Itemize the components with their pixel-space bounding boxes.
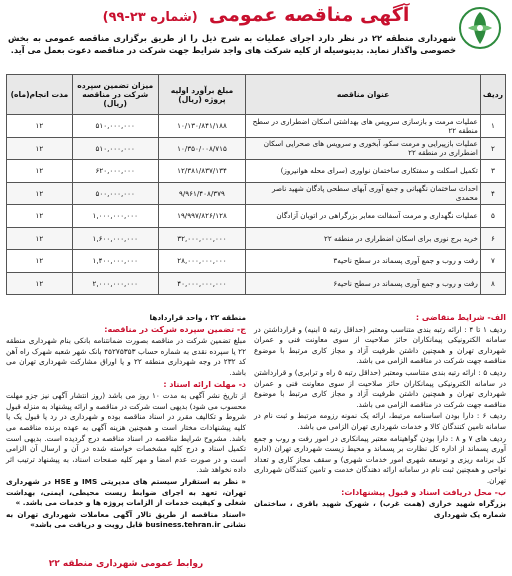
row-estimate: ۲۸,۰۰۰,۰۰۰,۰۰۰ [158,250,246,273]
portal-notice: «اسناد مناقصه از طریق تالار آگهی معاملات شهرداری تهران به نشانی business.tehran.ir قابل رویت و دریافت می باشد» [6,509,246,530]
public-relations-signature: روابط عمومی شهرداری منطقه ۲۲ [48,559,204,570]
header-estimate: مبلغ برآورد اولیه پروژه (ریال) [158,75,246,115]
row-duration: ۱۲ [7,115,73,138]
row-duration: ۱۲ [7,272,73,295]
conditions-column [254,312,506,574]
row-title: عملیات بازپیرایی و مرمت سکو، آبخوری و سرویس های صحرایی اسکان اضطراری در منطقه ۲۲ [246,137,481,160]
condition-rows-7-8: ردیف های ۷ و ۸ : دارا بودن گواهینامه معتبر پیمانکاری در امور رفت و روب و جمع آوری پسماند از اداره کل نظارت بر پسماند و محیط زیست شهرداری تهران (اداره کل برنامه ریزی و توسعه شهری امور خدمات شهری) و سقف مجاز کاری و تعداد نواحی و همچنین ثبت نام در سامانه ارائه دهندگان خدمت و تامین کنندگان شهرداری تهران. [254,433,506,485]
row-deposit: ۲,۰۰۰,۰۰۰,۰۰۰ [72,272,158,295]
row-title: عملیات مرمت و بازسازی سرویس های بهداشتی اسکان اضطراری در سطح منطقه ۲۲ [246,115,481,138]
hse-notice: « نظر به استقرار سیستم های مدیریتی IMS و HSE در شهرداری تهران، تعهد به اجرای ضوابط زیست محیطی، ایمنی، بهداشت شغلی و کیفیت خدمات از الزامات پروژه ها و خدمات می باشد. » [6,476,247,508]
ad-number: (شماره ۲۳-۹۹) [102,10,198,25]
row-duration: ۱۲ [7,160,73,183]
row-estimate: ۱۹/۹۹۷/۸۲۶/۱۲۸ [158,205,246,228]
header-deposit: میزان تضمین سپرده شرکت در مناقصه (ریال) [72,75,158,115]
row-number: ۵ [480,205,505,228]
row-duration: ۱۲ [7,227,73,250]
condition-rows-1-4: ردیف ۱ تا ۴ : ارائه رتبه بندی متناسب ومعتبر (حداقل رتبه ۵ ابنیه) و قرارداشتن در سامانه الکترونیکی پیمانکاران حائز صلاحیت از سوی معاونت فنی و عمران شهرداری تهران و همچنین داشتن ظرفیت آزاد و مجاز کاری مرتبط با موضوع مناقصه جهت شرکت در مناقصه الزامی می باشد. [254,324,506,366]
row-title: رفت و روب و جمع آوری پسماند در سطح ناحیه۳ [246,250,481,273]
row-deposit: ۱,۴۰۰,۰۰۰,۰۰۰ [72,250,158,273]
row-title: تکمیل اسکلت و سفتکاری ساختمان نواوری (سرای محله هوانیروز) [246,160,481,183]
header [6,4,506,72]
row-deposit: ۵۰۰,۰۰۰,۰۰۰ [72,182,158,205]
row-number: ۳ [480,160,505,183]
row-number: ۱ [480,115,505,138]
table-row [7,115,506,138]
row-duration: ۱۲ [7,137,73,160]
table-row [7,205,506,228]
table-row [7,227,506,250]
row-estimate: ۱۲/۳۸۱/۸۳۷/۱۳۴ [158,160,246,183]
header-title: عنوان مناقصه [246,75,481,115]
header-row-number: ردیف [480,75,505,115]
row-title: عملیات نگهداری و مرمت آسفالت معابر بزرگراهی در اتوبان آزادگان [246,205,481,228]
row-deposit: ۵۱۰,۰۰۰,۰۰۰ [72,137,158,160]
deposit-heading: ج- تضمین سپرده شرکت در مناقصه: [104,324,246,334]
row-deposit: ۱,۰۰۰,۰۰۰,۰۰۰ [72,205,158,228]
row-deposit: ۱,۶۰۰,۰۰۰,۰۰۰ [72,227,158,250]
row-deposit: ۵۱۰,۰۰۰,۰۰۰ [72,115,158,138]
row-estimate: ۱۰/۳۵۰/۰۰۸/۷۱۵ [158,137,246,160]
intro-text: شهرداری منطقه ۲۲ در نظر دارد اجرای عملیات به شرح ذیل را از طریق برگزاری مناقصه عمومی به بخش خصوصی واگذار نماید. بدینوسیله از کلیه شرکت های واجد شرایط جهت شرکت در مناقصه دعوت بعمل می آید. [8,33,456,55]
conditions-heading: الف- شرایط متقاضی : [415,313,506,322]
receive-heading: ب- محل دریافت اسناد و قبول پیشنهادات: [341,487,506,497]
row-estimate: ۳۲,۰۰۰,۰۰۰,۰۰۰ [158,227,246,250]
row-title: رفت و روب و جمع آوری پسماند در سطح ناحیه۶ [246,272,481,295]
table-header-row [7,75,506,115]
row-number: ۸ [480,272,505,295]
row-title: احداث ساختمان نگهبانی و جمع آوری آبهای سطحی پادگان شهید ناصر محمدی [246,182,481,205]
header-duration: مدت انجام(ماه) [7,75,73,115]
row-duration: ۱۲ [7,182,73,205]
deadline-text: از تاریخ نشر آگهی به مدت ۱۰ روز می باشد (روز انتشار آگهی نیز جزو مهلت محسوب می شود) بدیهی است شرکت در مناقصه و ارائه پیشنهاد به منزله قبول شروط و تکالیف مقرر در اسناد مناقصه بوده و شهرداری در رد یا قبول یک یا کلیه پیشنهادات مختار است و همچنین هزینه آگهی به عهده برنده مناقصه می باشد. مشروح شرایط مناقصه در اسناد مناقصه درج گردیده است. بدیهی است تکمیل اسناد و درج کلیه مشخصات خواسته شده در آن و ارسال آن الزامی است و در صورت عدم امضا و مهر کلیه صفحات اسناد، به پیشنهاد ترتیب اثر داده نخواهد شد. [6,391,246,475]
row-number: ۶ [480,227,505,250]
tender-table [6,74,506,295]
condition-row-6: ردیف ۶ : دارا بودن اساسنامه مرتبط، ارائه یک نمونه رزومه مرتبط و ثبت نام در سامانه تامین کنندگان کالا و خدمات شهرداری تهران الزامی می باشد. [254,411,506,431]
table-row [7,182,506,205]
deposit-text: مبلغ تضمین شرکت در مناقصه بصورت ضمانتنامه بانکی بنام شهرداری منطقه ۲۲ یا سپرده نقدی به شماره حساب ۴۵۲۷۵۳۵۳ بانک شهر شعبه شهرک راه آهن کد ۲۳۲ در وجه شهرداری منطقه ۲۲ و یا اوراق مشارکت شهرداری تهران می باشد. [6,336,246,377]
receive-address: بزرگراه شهید خرازی (همت غرب) ، شهرک شهید باقری ، ساختمان شماره یک شهرداری [254,499,506,519]
details-column [6,312,246,574]
row-number: ۴ [480,182,505,205]
row-estimate: ۹/۹۶۱/۴۰۸/۳۷۹ [158,182,246,205]
ad-title: آگهی مناقصه عمومی [208,4,410,26]
row-deposit: ۶۲۰,۰۰۰,۰۰۰ [72,160,158,183]
title-row [6,4,506,30]
table-row [7,272,506,295]
condition-row-5: ردیف ۵ : ارائه رتبه بندی متناسب ومعتبر (حداقل رتبه ۵ راه و ترابری) و قرارداشتن در سامانه الکترونیکی پیمانکاران حائز صلاحیت از سوی معاونت فنی و عمران شهرداری تهران و همچنین داشتن ظرفیت آزاد و مجاز کاری مرتبط با موضوع مناقصه جهت شرکت در مناقصه الزامی می باشد. [254,367,506,409]
row-number: ۲ [480,137,505,160]
deadline-heading: د- مهلت ارائه اسناد : [163,379,246,389]
table-row [7,137,506,160]
row-estimate: ۴۰,۰۰۰,۰۰۰,۰۰۰ [158,272,246,295]
conditions-section [6,312,506,574]
contracts-unit: منطقه ۲۲ ، واحد قراردادها [149,313,246,322]
row-duration: ۱۲ [7,250,73,273]
row-title: خرید برج نوری برای اسکان اضطراری در منطقه ۲۲ [246,227,481,250]
table-row [7,250,506,273]
table-row [7,160,506,183]
row-estimate: ۱۰/۱۳۰/۸۴۱/۱۸۸ [158,115,246,138]
row-number: ۷ [480,250,505,273]
row-duration: ۱۲ [7,205,73,228]
